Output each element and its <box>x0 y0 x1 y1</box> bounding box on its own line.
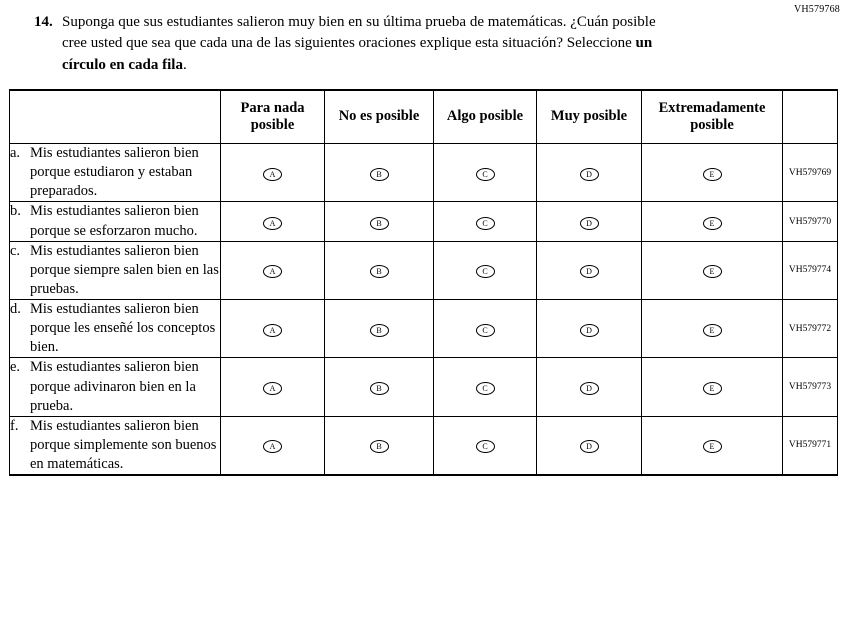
radio-bubble-e-3[interactable]: C <box>476 382 495 395</box>
radio-bubble-a-5[interactable]: E <box>703 168 722 181</box>
radio-cell-a-5[interactable] <box>642 144 783 202</box>
radio-cell-f-3[interactable] <box>434 416 537 475</box>
radio-bubble-b-4[interactable]: D <box>580 217 599 230</box>
question-text <box>62 12 684 76</box>
row-letter: a. <box>10 145 21 161</box>
radio-cell-c-4[interactable] <box>537 241 642 299</box>
radio-bubble-e-5[interactable]: E <box>703 382 722 395</box>
radio-cell-e-4[interactable] <box>537 358 642 416</box>
radio-cell-a-3[interactable] <box>434 144 537 202</box>
radio-bubble-b-3[interactable]: C <box>476 217 495 230</box>
matrix-header-row <box>10 90 838 144</box>
table-row <box>10 241 838 299</box>
header-option-2: No es posible <box>325 90 434 144</box>
radio-cell-c-5[interactable] <box>642 241 783 299</box>
radio-cell-d-3[interactable] <box>434 300 537 358</box>
row-letter: c. <box>10 242 21 259</box>
radio-cell-f-2[interactable] <box>325 416 434 475</box>
radio-bubble-e-1[interactable]: A <box>263 382 282 395</box>
row-item-id: VH579773 <box>783 358 838 416</box>
radio-cell-e-1[interactable] <box>221 358 325 416</box>
row-item-id: VH579770 <box>783 202 838 241</box>
radio-bubble-a-3[interactable]: C <box>476 168 495 181</box>
radio-cell-c-1[interactable] <box>221 241 325 299</box>
radio-bubble-f-5[interactable]: E <box>703 440 722 453</box>
row-stem <box>10 144 221 202</box>
radio-bubble-b-2[interactable]: B <box>370 217 389 230</box>
radio-cell-b-1[interactable] <box>221 202 325 241</box>
radio-bubble-f-2[interactable]: B <box>370 440 389 453</box>
response-matrix <box>9 89 838 476</box>
radio-cell-d-4[interactable] <box>537 300 642 358</box>
header-option-3: Algo posible <box>434 90 537 144</box>
radio-cell-a-1[interactable] <box>221 144 325 202</box>
row-stem-text: Mis estudiantes salieron bien porque adivinaron bien en la prueba. <box>30 359 199 414</box>
row-stem <box>10 202 221 241</box>
radio-bubble-c-4[interactable]: D <box>580 265 599 278</box>
table-row <box>10 300 838 358</box>
row-item-id: VH579774 <box>783 241 838 299</box>
radio-cell-b-5[interactable] <box>642 202 783 241</box>
question-text-emphasis: un círculo en cada fila <box>62 35 653 73</box>
page-item-id: VH579768 <box>793 4 840 15</box>
radio-bubble-a-4[interactable]: D <box>580 168 599 181</box>
row-stem <box>10 300 221 358</box>
radio-bubble-b-5[interactable]: E <box>703 217 722 230</box>
radio-bubble-c-2[interactable]: B <box>370 265 389 278</box>
question-block <box>34 12 684 76</box>
radio-bubble-b-1[interactable]: A <box>263 217 282 230</box>
header-option-1: Para nada posible <box>221 90 325 144</box>
row-letter: e. <box>10 359 21 376</box>
row-letter: d. <box>10 301 21 317</box>
radio-bubble-e-4[interactable]: D <box>580 382 599 395</box>
row-stem-text: Mis estudiantes salieron bien porque se esforzaron mucho. <box>30 203 199 239</box>
table-row <box>10 358 838 416</box>
question-text-part2: . <box>182 56 187 73</box>
radio-bubble-d-5[interactable]: E <box>703 324 722 337</box>
row-stem-text: Mis estudiantes salieron bien porque siempre salen bien en las pruebas. <box>30 242 219 297</box>
row-letter: f. <box>10 417 19 434</box>
radio-cell-f-1[interactable] <box>221 416 325 475</box>
row-stem-text: Mis estudiantes salieron bien porque estudiaron y estaban preparados. <box>30 145 199 200</box>
table-row <box>10 416 838 475</box>
radio-cell-f-4[interactable] <box>537 416 642 475</box>
radio-bubble-d-4[interactable]: D <box>580 324 599 337</box>
radio-cell-e-3[interactable] <box>434 358 537 416</box>
radio-cell-b-2[interactable] <box>325 202 434 241</box>
header-option-4: Muy posible <box>537 90 642 144</box>
radio-cell-c-2[interactable] <box>325 241 434 299</box>
radio-bubble-a-2[interactable]: B <box>370 168 389 181</box>
header-id-blank <box>783 90 838 144</box>
table-row <box>10 144 838 202</box>
radio-bubble-a-1[interactable]: A <box>263 168 282 181</box>
radio-bubble-c-5[interactable]: E <box>703 265 722 278</box>
radio-cell-b-4[interactable] <box>537 202 642 241</box>
radio-cell-e-2[interactable] <box>325 358 434 416</box>
radio-cell-d-5[interactable] <box>642 300 783 358</box>
radio-bubble-d-3[interactable]: C <box>476 324 495 337</box>
radio-cell-a-2[interactable] <box>325 144 434 202</box>
row-stem-text: Mis estudiantes salieron bien porque simplemente son buenos en matemáticas. <box>30 417 217 472</box>
radio-bubble-f-4[interactable]: D <box>580 440 599 453</box>
radio-cell-f-5[interactable] <box>642 416 783 475</box>
radio-cell-a-4[interactable] <box>537 144 642 202</box>
row-item-id: VH579772 <box>783 300 838 358</box>
radio-cell-d-1[interactable] <box>221 300 325 358</box>
row-stem <box>10 358 221 416</box>
radio-bubble-f-1[interactable]: A <box>263 440 282 453</box>
header-stem-blank <box>10 90 221 144</box>
radio-cell-e-5[interactable] <box>642 358 783 416</box>
radio-bubble-c-1[interactable]: A <box>263 265 282 278</box>
radio-bubble-d-1[interactable]: A <box>263 324 282 337</box>
row-stem <box>10 241 221 299</box>
radio-bubble-e-2[interactable]: B <box>370 382 389 395</box>
table-row <box>10 202 838 241</box>
radio-bubble-d-2[interactable]: B <box>370 324 389 337</box>
radio-cell-b-3[interactable] <box>434 202 537 241</box>
header-option-5: Extremadamente posible <box>642 90 783 144</box>
question-text-part1: Suponga que sus estudiantes salieron muy bien en su última prueba de matemáticas. ¿Cuán posible cree usted que sea que cada una de las siguientes oraciones explique esta situación? Seleccione <box>62 14 656 52</box>
radio-bubble-f-3[interactable]: C <box>476 440 495 453</box>
row-item-id: VH579771 <box>783 416 838 475</box>
radio-cell-c-3[interactable] <box>434 241 537 299</box>
row-stem <box>10 416 221 475</box>
row-letter: b. <box>10 203 21 220</box>
radio-cell-d-2[interactable] <box>325 300 434 358</box>
matrix-body <box>10 144 838 476</box>
radio-bubble-c-3[interactable]: C <box>476 265 495 278</box>
row-item-id: VH579769 <box>783 144 838 202</box>
row-stem-text: Mis estudiantes salieron bien porque les enseñé los conceptos bien. <box>30 301 216 356</box>
question-number: 14. <box>34 14 53 30</box>
